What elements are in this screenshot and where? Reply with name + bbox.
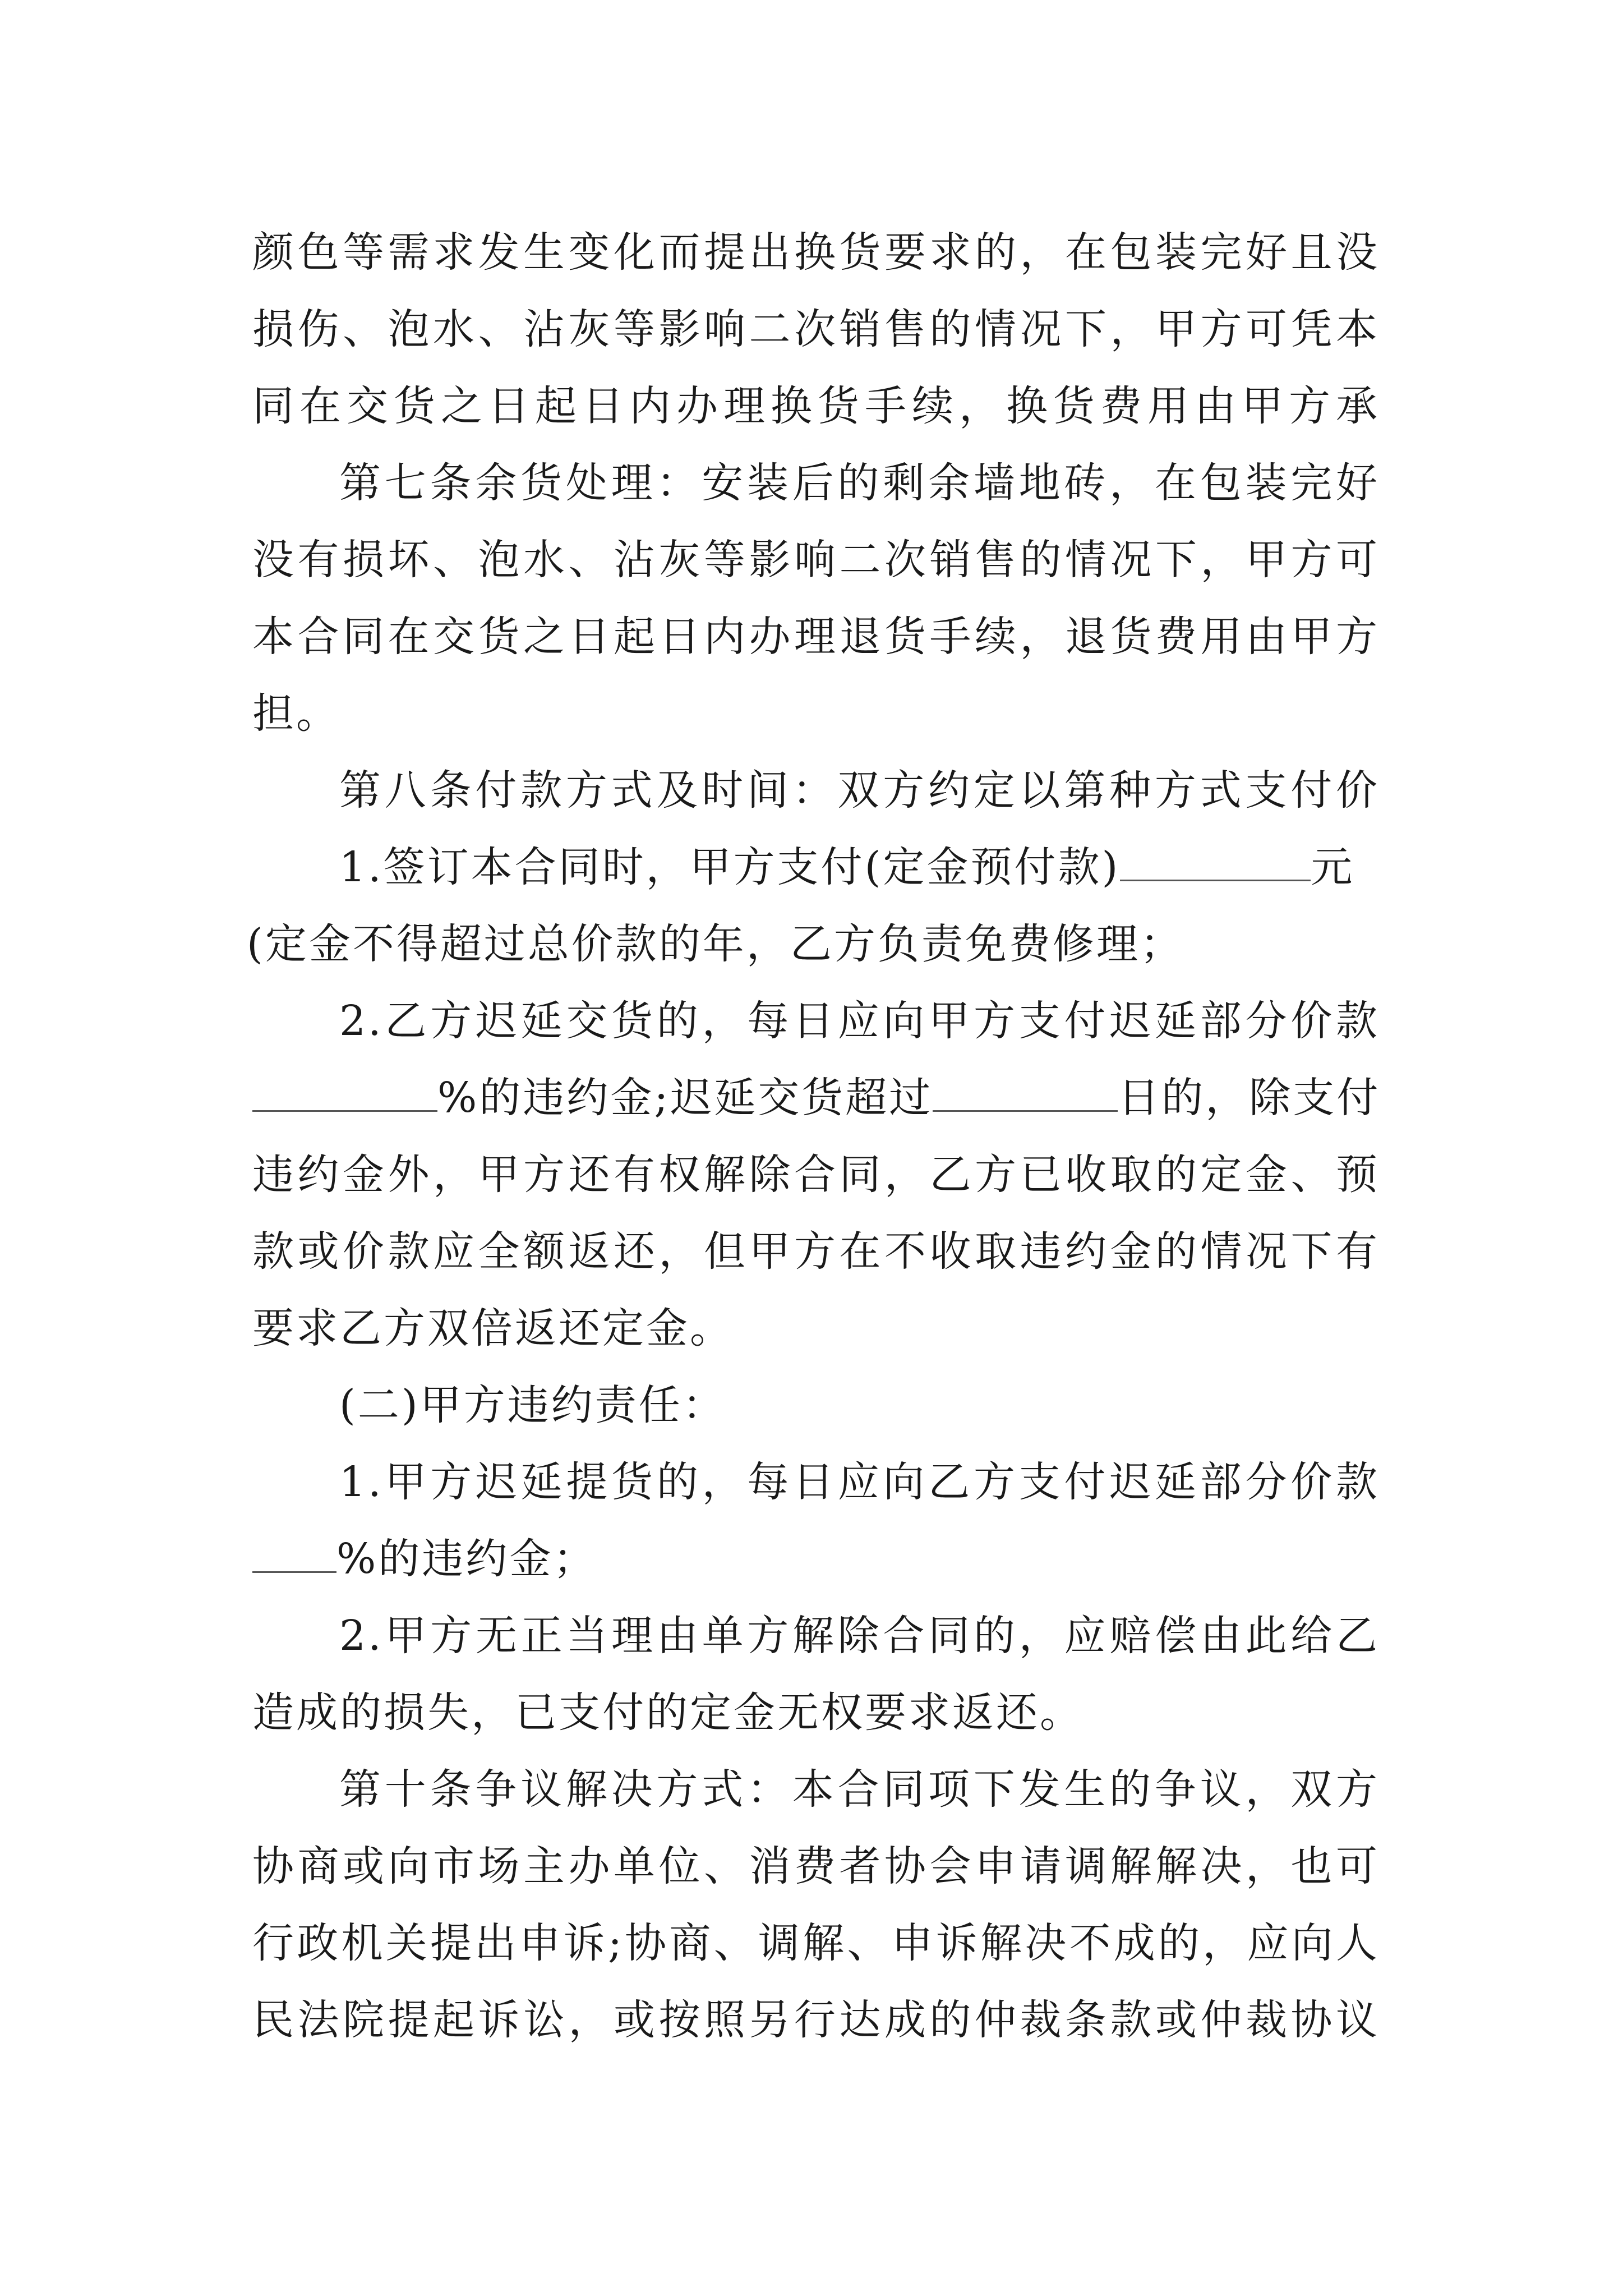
- article-7-heading-line: 第七条余货处理：安装后的剩余墙地砖，在包装完好: [339, 459, 1380, 507]
- currency-unit: 元: [1311, 843, 1355, 891]
- seller-clause-2-line: 2.乙方迟延交货的，每日应向甲方支付迟延部分价款: [339, 997, 1380, 1045]
- amount-blank: [1120, 840, 1311, 881]
- clause-text: 日的，除支付: [1118, 1074, 1381, 1122]
- paragraph-line: 同在交货之日起日内办理换货手续，换货费用由甲方承: [252, 382, 1380, 430]
- percent-blank: [252, 1532, 336, 1573]
- paragraph-line: 没有损坏、泡水、沾灰等影响二次销售的情况下，甲方可: [252, 536, 1380, 584]
- paragraph-line: 款或价款应全额返还，但甲方在不收取违约金的情况下有: [252, 1227, 1380, 1276]
- paragraph-line: 行政机关提出申诉;协商、调解、申诉解决不成的，应向人: [252, 1919, 1380, 1967]
- paragraph-line: (定金不得超过总价款的年，乙方负责免费修理；: [247, 920, 1184, 968]
- paragraph-line: 颜色等需求发生变化而提出换货要求的，在包装完好且没: [252, 228, 1380, 277]
- buyer-clause-2-line: 2.甲方无正当理由单方解除合同的，应赔偿由此给乙: [339, 1612, 1380, 1660]
- section-heading: (二)甲方违约责任：: [339, 1381, 726, 1429]
- clause-text: 1.签订本合同时，甲方支付(定金预付款): [339, 843, 1121, 891]
- payment-clause-1-line: [339, 828, 1380, 907]
- paragraph-line: 本合同在交货之日起日内办理退货手续，退货费用由甲方: [252, 613, 1380, 661]
- clause-text: %的违约金；: [336, 1535, 597, 1583]
- buyer-clause-1-line: 1.甲方迟延提货的，每日应向乙方支付迟延部分价款: [339, 1458, 1380, 1506]
- paragraph-line: 造成的损失，已支付的定金无权要求返还。: [252, 1688, 1083, 1737]
- article-8-heading-line: 第八条付款方式及时间：双方约定以第种方式支付价: [339, 766, 1380, 815]
- article-10-heading-line: 第十条争议解决方式：本合同项下发生的争议，双方: [339, 1765, 1380, 1814]
- paragraph-line: 要求乙方双倍返还定金。: [252, 1304, 734, 1352]
- paragraph-line: 担。: [252, 689, 340, 738]
- paragraph-line: 违约金外，甲方还有权解除合同，乙方已收取的定金、预: [252, 1151, 1380, 1199]
- paragraph-line: 协商或向市场主办单位、消费者协会申请调解解决，也可: [252, 1842, 1380, 1890]
- paragraph-line: 民法院提起诉讼，或按照另行达成的仲裁条款或仲裁协议: [252, 1996, 1380, 2044]
- clause-text: %的违约金;迟延交货超过: [437, 1074, 933, 1122]
- penalty-line: [252, 1059, 1380, 1137]
- penalty-line: [252, 1520, 1380, 1598]
- paragraph-line: 损伤、泡水、沾灰等影响二次销售的情况下，甲方可凭本: [252, 305, 1380, 353]
- percent-blank: [252, 1071, 437, 1112]
- days-blank: [933, 1071, 1118, 1112]
